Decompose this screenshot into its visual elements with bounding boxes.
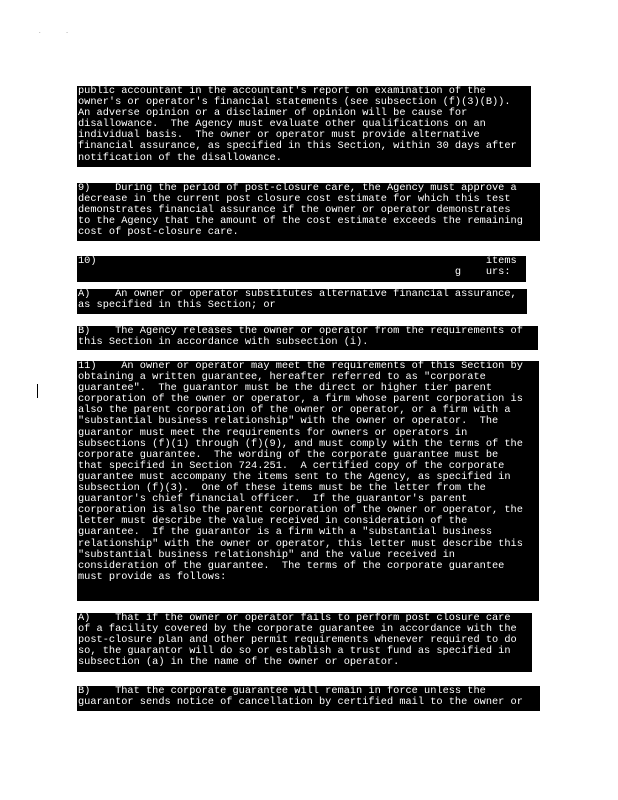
text-line: guarantor's chief financial officer. If the guarantor's parent (78, 493, 468, 506)
text-line: demonstrates financial assurance if the owner or operator demonstrates (78, 204, 511, 217)
text-line: "substantial business relationship" with the owner or operator. The (78, 415, 499, 428)
text-block-accountant-report (77, 86, 531, 167)
text-line: 9) During the period of post-closure care, the Agency must approve a (78, 183, 517, 194)
text-line: disallowance. The Agency must evaluate other qualifications on an (78, 118, 486, 131)
text-line: guarantor sends notice of cancellation by certified mail to the owner or (78, 696, 523, 709)
text-line: notification of the disallowance. (78, 151, 282, 164)
margin-mark (37, 384, 38, 398)
text-line: must provide as follows: (78, 570, 227, 583)
text-block-corporate-guarantee (77, 361, 539, 601)
text-line: consideration of the guarantee. The terms of the corporate guarantee (78, 559, 505, 572)
text-line: guarantee. If the guarantor is a firm with a "substantial business (78, 526, 493, 539)
text-line: individual basis. The owner or operator must provide alternative (78, 129, 480, 142)
text-line: subsection (f)(3). One of these items must be the letter from the (78, 482, 486, 495)
text-line: A) That if the owner or operator fails to perform post closure care (78, 613, 511, 624)
text-line: B) That the corporate guarantee will remain in force unless the (78, 686, 486, 697)
text-line: "substantial business relationship" and the value received in (78, 548, 455, 561)
text-line: corporation is also the parent corporation of the owner or operator, the (78, 504, 523, 517)
text-line: cost of post-closure care. (78, 226, 239, 239)
text-block-item-b-releases (77, 326, 538, 350)
text-line: corporation of the owner or operator, a firm whose parent corporation is (78, 393, 523, 406)
text-line: guarantee must accompany the items sent to the Agency, as specified in (78, 470, 511, 483)
text-line: subsection (a) in the name of the owner or operator. (78, 656, 400, 669)
text-line: of a facility covered by the corporate guarantee in accordance with the (78, 623, 517, 636)
text-line: this Section in accordance with subsection (i). (78, 336, 369, 349)
text-line: that specified in Section 724.251. A certified copy of the corporate (78, 459, 505, 472)
text-block-item-a-substitutes (77, 289, 527, 314)
text-line: also the parent corporation of the owner or operator, or a firm with a (78, 404, 511, 417)
text-line: A) An owner or operator substitutes alternative financial assurance, (78, 289, 517, 300)
page-corner-mark: . . (38, 28, 79, 35)
text-line: financial assurance, as specified in this Section, within 30 days after (78, 140, 517, 153)
text-line: letter must describe the value received in consideration of the (78, 515, 468, 528)
text-line: owner's or operator's financial statements (see subsection (f)(3)(B)). (78, 96, 511, 109)
text-line: An adverse opinion or a disclaimer of opinion will be cause for (78, 107, 468, 120)
text-line: as specified in this Section; or (78, 299, 276, 312)
text-line: B) The Agency releases the owner or operator from the requirements of (78, 326, 523, 337)
text-line: to the Agency that the amount of the cost estimate exceeds the remaining (78, 215, 523, 228)
text-line: obtaining a written guarantee, hereafter referred to as "corporate (78, 371, 486, 384)
text-line: post-closure plan and other permit requirements whenever required to do (78, 634, 517, 647)
text-block-item-b-remain (77, 686, 540, 711)
text-line: guarantee". The guarantor must be the direct or higher tier parent (78, 382, 493, 395)
text-line: corporate guarantee. The wording of the corporate guarantee must be (78, 448, 499, 461)
text-line: decrease in the current post closure cost estimate for which this test (78, 193, 511, 206)
text-line: relationship" with the owner or operator, this letter must describe this (78, 537, 523, 550)
text-line: 10) items (78, 256, 517, 267)
text-line: public accountant in the accountant's report on examination of the (78, 86, 486, 97)
text-line: guarantor must meet the requirements for owners or operators in (78, 426, 468, 439)
text-line: so, the guarantor will do so or establish a trust fund as specified in (78, 645, 511, 658)
text-block-post-closure-cost (77, 183, 540, 241)
text-line: 11) An owner or operator may meet the requirements of this Section by (78, 361, 523, 372)
text-line: subsections (f)(1) through (f)(9), and must comply with the terms of the (78, 437, 523, 450)
text-line: g urs: (78, 266, 511, 279)
text-block-item-a-fails (77, 613, 532, 672)
text-block-partial-heading (77, 256, 526, 282)
